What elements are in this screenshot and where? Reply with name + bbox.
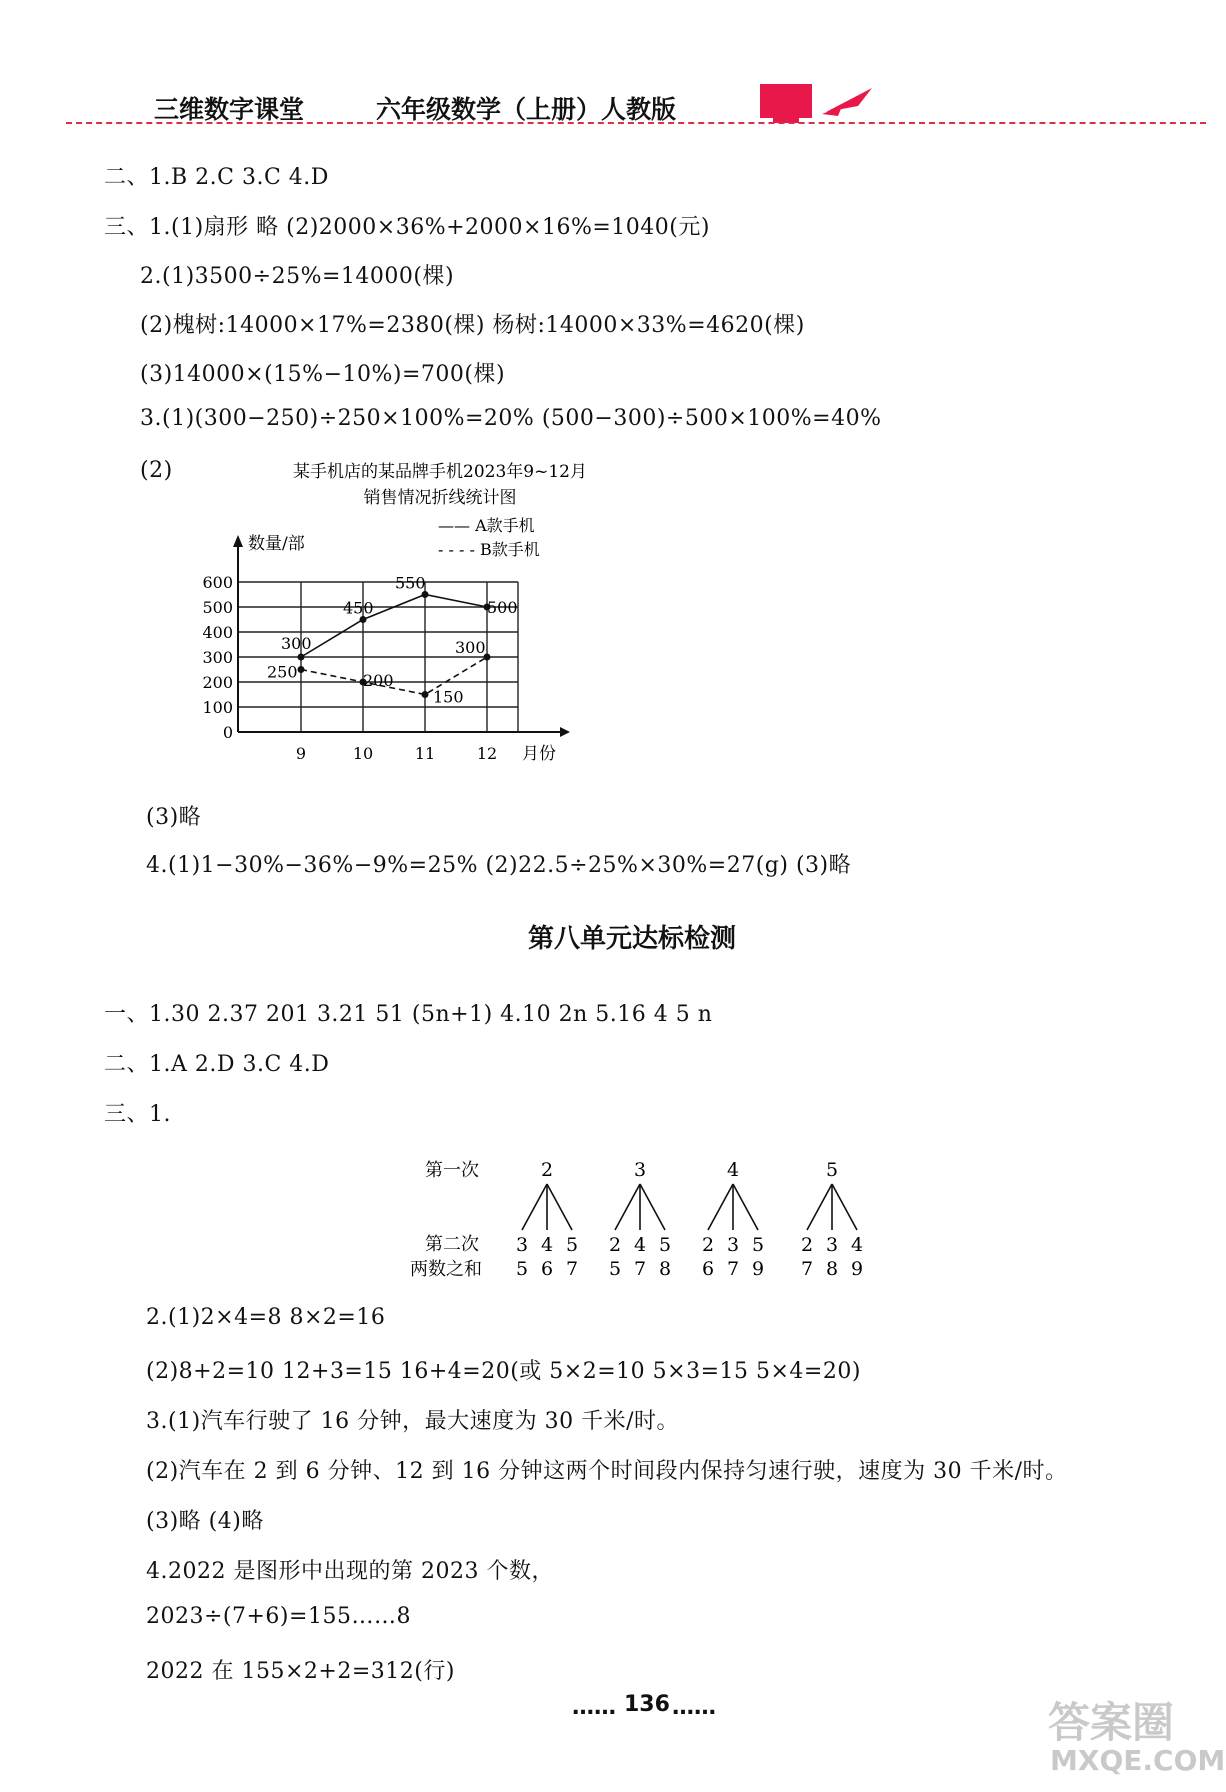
header-divider (66, 122, 1206, 124)
answer-line: 一、1.30 2.37 201 3.21 51 (5n+1) 4.10 2n 5.16 4 5 n (104, 1002, 713, 1027)
data-point (422, 691, 429, 698)
answer-line: 二、1.A 2.D 3.C 4.D (104, 1052, 330, 1077)
answer-line: 2.(1)3500÷25%=14000(棵) (140, 264, 455, 289)
sum-number: 7 (800, 1258, 814, 1280)
legend-b: - - - - B款手机 (438, 540, 540, 559)
x-axis-label: 月份 (522, 744, 556, 764)
section-title: 第八单元达标检测 (528, 924, 737, 954)
footer-dots-right: …… (672, 1695, 716, 1720)
second-draw-number: 3 (825, 1234, 839, 1256)
second-draw-number: 4 (633, 1234, 647, 1256)
data-label: 550 (395, 573, 426, 593)
data-label: 150 (433, 687, 464, 707)
x-tick-label: 12 (476, 744, 498, 763)
y-tick-label: 300 (202, 648, 233, 667)
answer-line: (2)汽车在 2 到 6 分钟、12 到 16 分钟这两个时间段内保持匀速行驶，速度为 30 千米/时。 (146, 1459, 1068, 1484)
answer-line: 3.(1)汽车行驶了 16 分钟，最大速度为 30 千米/时。 (146, 1409, 680, 1434)
data-label: 300 (455, 638, 486, 657)
second-draw-number: 5 (565, 1234, 579, 1256)
sum-number: 5 (515, 1258, 529, 1280)
tree-diagram (400, 1140, 920, 1280)
legend-a: —— A款手机 (438, 516, 535, 535)
sum-number: 7 (633, 1258, 647, 1280)
sum-number: 7 (565, 1258, 579, 1280)
tree-branch (832, 1184, 857, 1230)
y-tick-label: 200 (202, 673, 233, 692)
sum-number: 7 (726, 1258, 740, 1280)
sum-number: 6 (701, 1258, 715, 1280)
answer-line: (2)槐树:14000×17%=2380(棵) 杨树:14000×33%=4620(棵) (140, 313, 805, 338)
tree-branch (547, 1184, 572, 1230)
book-title: 六年级数学（上册）人教版 (376, 95, 677, 124)
sum-number: 8 (658, 1258, 672, 1280)
watermark-site: MXQE.COM (1050, 1744, 1226, 1777)
data-label: 200 (363, 671, 394, 690)
second-draw-number: 2 (701, 1234, 715, 1256)
data-label: 300 (281, 634, 312, 653)
page-number: 136 (624, 1692, 670, 1717)
second-draw-number: 3 (515, 1234, 529, 1256)
answer-line: 3.(1)(300−250)÷250×100%=20% (500−300)÷500×100%=40% (140, 406, 882, 431)
tree-branch (708, 1184, 733, 1230)
sum-number: 5 (608, 1258, 622, 1280)
first-draw-number: 5 (825, 1159, 839, 1181)
series-title: 三维数字课堂 (154, 95, 305, 124)
y-axis-label: 数量/部 (248, 534, 305, 554)
tree-branch (615, 1184, 640, 1230)
tree-branch (807, 1184, 832, 1230)
y-tick-label: 400 (202, 623, 233, 642)
second-draw-number: 2 (800, 1234, 814, 1256)
answer-line: 4.(1)1−30%−36%−9%=25% (2)22.5÷25%×30%=27(g) (3)略 (146, 853, 852, 878)
answer-line: 三、1.(1)扇形 略 (2)2000×36%+2000×16%=1040(元) (104, 215, 710, 240)
first-draw-number: 2 (540, 1159, 554, 1181)
answer-line: 4.2022 是图形中出现的第 2023 个数， (146, 1559, 554, 1584)
answer-line: 2022 在 155×2+2=312(行) (146, 1659, 455, 1684)
x-tick-label: 10 (352, 744, 374, 763)
data-point (298, 654, 305, 661)
second-draw-number: 5 (658, 1234, 672, 1256)
sum-number: 9 (751, 1258, 765, 1280)
line-chart (200, 455, 680, 785)
first-draw-number: 3 (633, 1159, 647, 1181)
data-label: 500 (487, 598, 518, 617)
chart-subtitle: 销售情况折线统计图 (363, 488, 517, 508)
data-point (298, 666, 305, 673)
y-tick-label: 600 (202, 573, 233, 592)
sum-number: 9 (850, 1258, 864, 1280)
answer-line: 三、1. (104, 1102, 171, 1127)
answer-line: (2) (140, 458, 173, 483)
answer-line: (3)略 (4)略 (146, 1509, 264, 1534)
rocket-icon (820, 82, 880, 122)
label-second: 第二次 (425, 1234, 479, 1255)
label-sum: 两数之和 (410, 1259, 482, 1280)
x-axis-arrow (560, 727, 570, 737)
sum-number: 6 (540, 1258, 554, 1280)
second-draw-number: 3 (726, 1234, 740, 1256)
second-draw-number: 4 (540, 1234, 554, 1256)
x-tick-label: 11 (414, 744, 436, 763)
data-label: 250 (267, 662, 298, 682)
watermark-logo: 答案圈 (1048, 1698, 1175, 1747)
tree-branch (733, 1184, 758, 1230)
answer-line: (2)8+2=10 12+3=15 16+4=20(或 5×2=10 5×3=15 5×4=20) (146, 1359, 861, 1384)
answer-line: 2.(1)2×4=8 8×2=16 (146, 1305, 386, 1330)
label-first: 第一次 (425, 1160, 479, 1181)
y-axis-arrow (233, 535, 243, 547)
sum-number: 8 (825, 1258, 839, 1280)
chart-title: 某手机店的某品牌手机2023年9~12月 (293, 462, 587, 482)
y-tick-label: 0 (222, 723, 233, 742)
tree-branch (522, 1184, 547, 1230)
y-tick-label: 500 (202, 598, 233, 617)
y-tick-label: 100 (202, 698, 233, 717)
second-draw-number: 4 (850, 1234, 864, 1256)
second-draw-number: 2 (608, 1234, 622, 1256)
header-logo-block (760, 84, 812, 118)
second-draw-number: 5 (751, 1234, 765, 1256)
tree-branch (640, 1184, 665, 1230)
footer-dots-left: …… (572, 1695, 616, 1720)
answer-line: 2023÷(7+6)=155……8 (146, 1604, 411, 1629)
data-label: 450 (343, 598, 374, 618)
first-draw-number: 4 (726, 1159, 740, 1181)
answer-line: (3)略 (146, 805, 202, 830)
answer-line: (3)14000×(15%−10%)=700(棵) (140, 362, 506, 387)
x-tick-label: 9 (295, 744, 307, 763)
answer-line: 二、1.B 2.C 3.C 4.D (104, 165, 329, 190)
